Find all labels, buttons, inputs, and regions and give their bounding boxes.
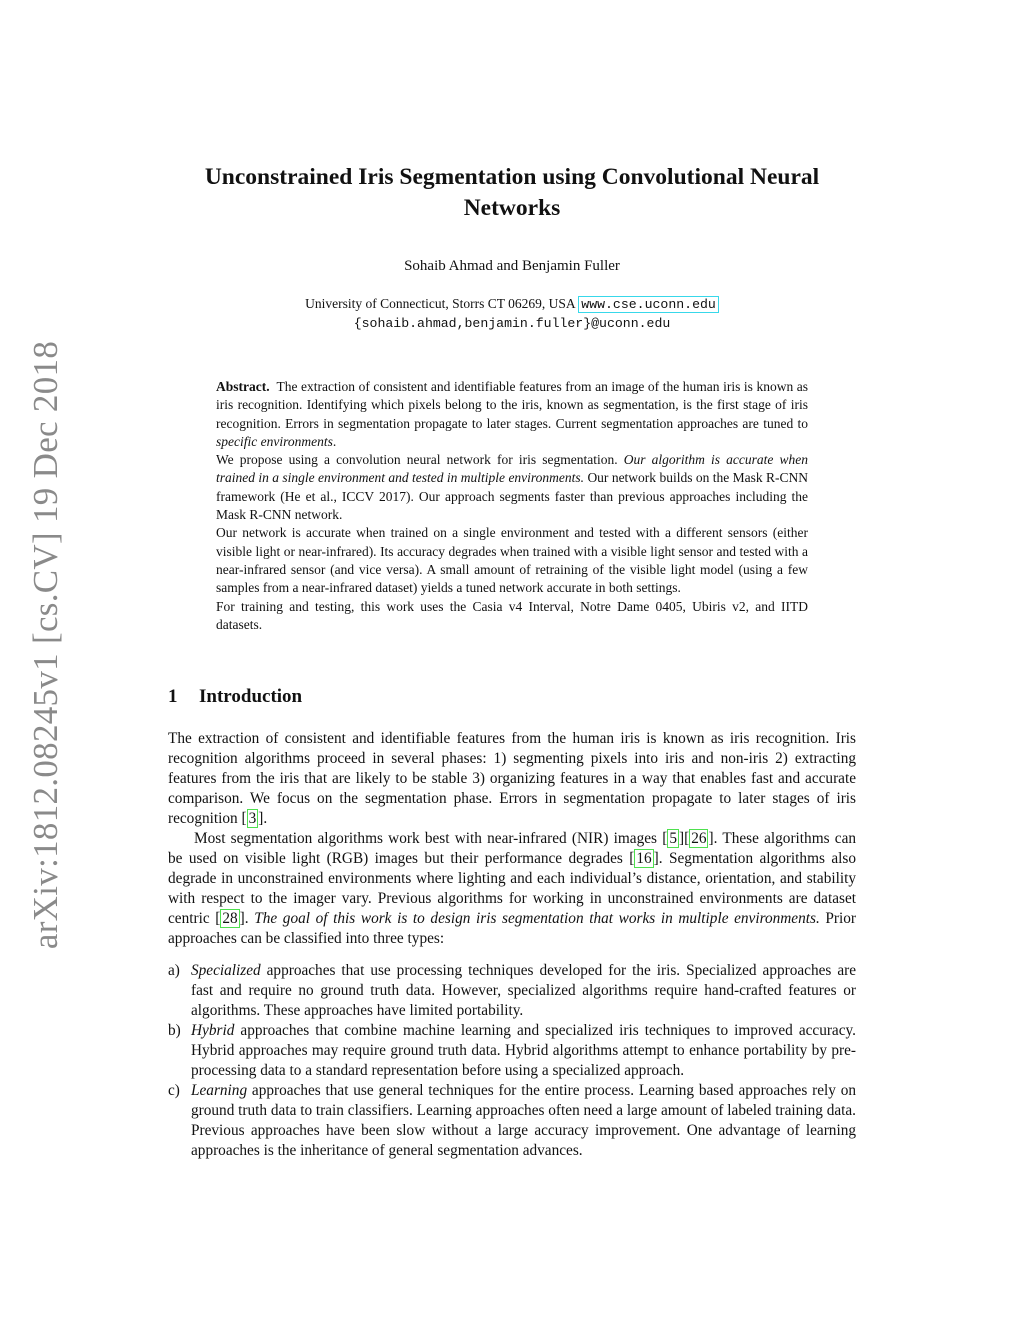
citation-link[interactable]: 16: [636, 850, 652, 867]
abstract-p2-end: Our network builds on the Mask R-CNN framework (He et al., ICCV 2017). Our approach segments faster than previous approaches including the Mask R-CNN network.: [216, 470, 808, 523]
intro-p2-a: Most segmentation algorithms work best with near-infrared (NIR) images: [194, 830, 657, 847]
abstract-paragraph-4: For training and testing, this work uses the Casia v4 Interval, Notre Dame 0405, Ubiris v2, and IITD datasets.: [216, 598, 808, 632]
abstract: [216, 378, 808, 634]
list-item: [168, 1021, 856, 1081]
affiliation: [0, 294, 1024, 333]
abstract-p2-start: We propose using a convolution neural network for iris segmentation.: [216, 452, 618, 468]
authors: Sohaib Ahmad and Benjamin Fuller: [404, 258, 620, 274]
introduction-body: [168, 729, 856, 949]
intro-p2-d: ].: [239, 910, 249, 927]
university-url-link[interactable]: www.cse.uconn.edu: [578, 296, 719, 313]
abstract-p2-italic: Our algorithm is accurate when trained in a single environment and tested in multiple environments.: [216, 452, 809, 486]
list-item-label: c): [168, 1082, 180, 1099]
intro-p2-b: ]. These algorithms can be used on visible light (RGB) images but their performance degrades: [168, 830, 857, 867]
abstract-label: Abstract.: [216, 379, 270, 394]
section-number: 1: [168, 686, 178, 707]
intro-p1-text: The extraction of consistent and identifiable features from the human iris is known as iris recognition. Iris recognition algorithms proceed in several phases: 1) segmenting pixels into iris and non-iris 2) extracting features from the iris that are likely to be stable 3) organizing features in a way that enables fast and accurate comparison. We focus on the segmentation phase. Errors in segmentation propagate to later stages of iris recognition: [168, 730, 856, 827]
abstract-paragraph-3: Our network is accurate when trained on a single environment and tested with a different sensors (either visible light or near-infrared). Its accuracy degrades when trained with a visible light sensor and tested with a near-infrared sensor (and vice versa). A small amount of retraining of the visible light model (using a few samples from a near-infrared dataset) yields a tuned network accurate in both settings.: [216, 525, 808, 596]
list-item-text: approaches that use processing techniques developed for the iris. Specialized approaches are fast and require no ground truth data. However, specialized algorithms require hand-crafted features or algorithms. These approaches have limited portability.: [191, 962, 856, 1019]
section-heading-introduction: [168, 686, 302, 708]
list-item-text: approaches that use general techniques for the entire process. Learning based approaches rely on ground truth data to train classifiers. Learning approaches often need a large amount of labeled training data. Previous approaches have been slow without a large accuracy improvement. One advantage of learning approaches is the inheritance of general segmentation advances.: [191, 1082, 857, 1159]
list-item-label: b): [168, 1022, 181, 1039]
intro-p2-e: Prior approaches can be classified into three types:: [168, 910, 857, 947]
list-item: [168, 961, 856, 1021]
section-title: Introduction: [199, 686, 303, 707]
list-item-term: Learning: [191, 1082, 248, 1099]
citation-link[interactable]: 3: [248, 810, 257, 827]
list-item-term: Hybrid: [191, 1022, 235, 1039]
intro-paragraph-1: The extraction of consistent and identifiable features from the human iris is known as iris recognition. Iris recognition algorithms proceed in several phases: 1) segmenting pixels into iris and non-iris 2) extracting features from the iris that are likely to be stable 3) organizing features in a way that enables fast and accurate comparison. We focus on the segmentation phase. Errors in segmentation propagate to later stages of iris recognition [ 3 ].: [168, 730, 856, 827]
list-item-label: a): [168, 962, 180, 979]
list-item-text: approaches that combine machine learning and specialized iris techniques to improved accuracy. Hybrid approaches may require ground truth data. Hybrid algorithms attempt to enhance portability by pre-processing data to a standard representation before using a specialized approach.: [191, 1022, 856, 1079]
abstract-p1-italic: specific environments: [216, 433, 333, 449]
abstract-p1-end: .: [332, 433, 337, 449]
abstract-paragraph-2: [216, 451, 808, 524]
arxiv-sidebar-stamp: [26, 340, 66, 950]
citation-link[interactable]: 28: [222, 910, 238, 927]
abstract-paragraph-1: [216, 378, 808, 451]
list-item: [168, 1081, 856, 1161]
intro-p2-italic: The goal of this work is to design iris segmentation that works in multiple environments.: [254, 910, 820, 927]
intro-p1-end: ].: [258, 810, 268, 827]
intro-paragraph-2: Most segmentation algorithms work best with near-infrared (NIR) images [ 5 ][ 26 ]. These algorithms can be used on visible light (RGB) images but their performance degrades [ 16 ]. Segmentation algorithms also degrade in unconstrained environments where lighting and each individual’s distance, orientation, and stability with respect to the imager vary. Previous algorithms for working in unconstrained environments are dataset centric [ 28 ]. The goal of this work is to design iris segmentation that works in multiple environments. Prior approaches can be classified into three types:: [168, 830, 857, 947]
abstract-p1-text: The extraction of consistent and identifiable features from an image of the human iris is known as iris recognition. Identifying which pixels belong to the iris, known as segmentation, is the first stage of iris recognition. Errors in segmentation propagate to later stages. Current segmentation approaches are tuned to: [216, 379, 808, 431]
arxiv-id: arXiv:1812.08245v1 [cs.CV] 19 Dec 2018: [26, 340, 65, 950]
author-emails: {sohaib.ahmad,benjamin.fuller}@uconn.edu: [353, 316, 671, 331]
affiliation-text: University of Connecticut, Storrs CT 06269, USA: [305, 296, 575, 311]
citation-link[interactable]: 26: [691, 830, 707, 847]
intro-p2-c: ]. Segmentation algorithms also degrade in unconstrained environments where lighting and each individual’s distance, orientation, and stability with respect to the imager vary. Previous algorithms for working in unconstrained environments are dataset centric: [168, 850, 856, 927]
citation-link[interactable]: 5: [669, 830, 677, 847]
paper-title: Unconstrained Iris Segmentation using Convolutional Neural Networks: [204, 164, 820, 221]
list-item-term: Specialized: [191, 962, 261, 979]
approach-types-list: [168, 961, 856, 1161]
